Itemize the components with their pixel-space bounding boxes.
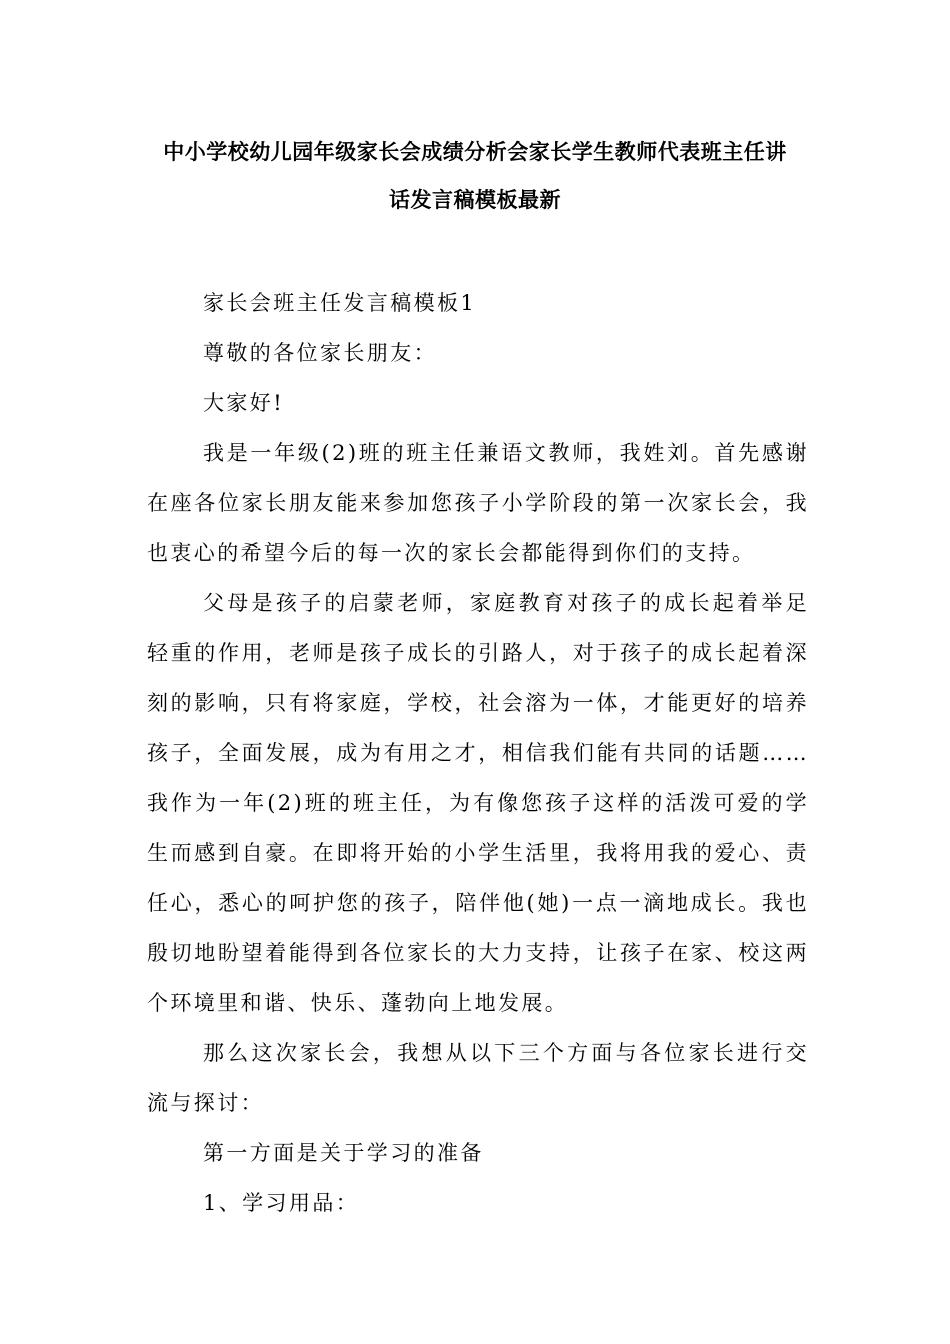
document-title-line-1: 中小学校幼儿园年级家长会成绩分析会家长学生教师代表班主任讲 xyxy=(163,140,787,164)
greeting: 大家好! xyxy=(203,391,285,415)
salutation: 尊敬的各位家长朋友： xyxy=(203,341,437,365)
body-paragraph: 我是一年级(2)班的班主任兼语文教师，我姓刘。首先感谢在座各位家长朋友能来参加您孩子小学阶段的第一次家长会，我也衷心的希望今后的每一次的家长会都能得到你们的支持。 xyxy=(147,441,809,565)
document-title-line-2: 话发言稿模板最新 xyxy=(389,188,561,212)
document-body xyxy=(147,278,809,1228)
section-heading: 家长会班主任发言稿模板1 xyxy=(203,291,477,315)
list-item: 1、学习用品： xyxy=(203,1191,360,1215)
subsection-heading: 第一方面是关于学习的准备 xyxy=(203,1141,484,1165)
body-paragraph: 父母是孩子的启蒙老师，家庭教育对孩子的成长起着举足轻重的作用，老师是孩子成长的引路人，对于孩子的成长起着深刻的影响，只有将家庭，学校，社会溶为一体，才能更好的培养孩子，全面发展，成为有用之才，相信我们能有共同的话题……我作为一年(2)班的班主任，为有像您孩子这样的活泼可爱的学生而感到自豪。在即将开始的小学生活里，我将用我的爱心、责任心，悉心的呵护您的孩子，陪伴他(她)一点一滴地成长。我也殷切地盼望着能得到各位家长的大力支持，让孩子在家、校这两个环境里和谐、快乐、蓬勃向上地发展。 xyxy=(147,591,809,1015)
body-paragraph: 那么这次家长会，我想从以下三个方面与各位家长进行交流与探讨： xyxy=(147,1041,809,1115)
